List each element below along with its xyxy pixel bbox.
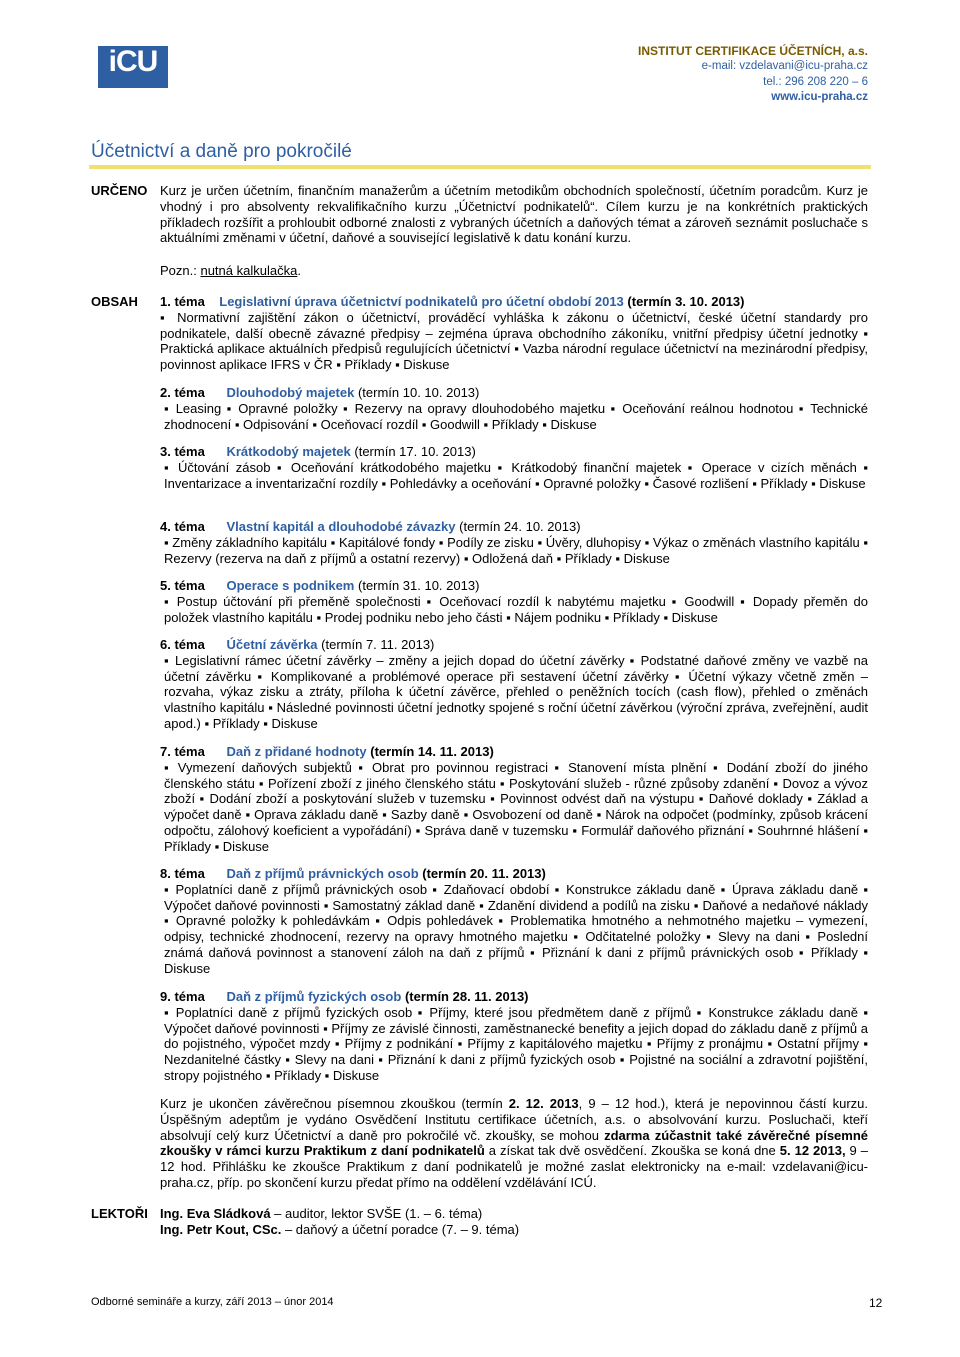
closing-text-2: , 9 – 12 hod.), která je nepovinnou částí kurzu. Úspěšným adeptům je vydáno Osvědčení Institutu certifikace účetních, a.s. o absolvování kurzu. Posluchači, kteří absolvují celý kurz Účetnictví a daně pro pokročilé vč. zkoušky, se mohou (160, 1096, 868, 1143)
topic-number: 6. téma (160, 637, 205, 652)
urceno-note (160, 263, 868, 279)
topic-date: (termín 3. 10. 2013) (627, 294, 745, 309)
closing-paragraph (160, 1096, 868, 1191)
topic-title: Daň z příjmů fyzických osob (226, 989, 402, 1004)
note-prefix: Pozn.: (160, 263, 201, 278)
header-phone: tel.: 296 208 220 – 6 (763, 75, 868, 88)
lecturer-2-name: Ing. Petr Kout, CSc. (160, 1222, 282, 1237)
topic-number: 1. téma (160, 294, 205, 309)
topic-number: 2. téma (160, 385, 205, 400)
topic-title: Operace s podnikem (226, 578, 355, 593)
topic-title: Dlouhodobý majetek (226, 385, 355, 400)
topic-5 (160, 578, 868, 625)
topic-3 (160, 444, 868, 491)
header-email[interactable]: e-mail: vzdelavani@icu-praha.cz (701, 60, 868, 73)
header-contact (638, 44, 868, 105)
lecturer-1 (160, 1206, 868, 1222)
lecturer-2-desc: – daňový a účetní poradce (7. – 9. téma) (281, 1222, 520, 1237)
topic-number: 3. téma (160, 444, 205, 459)
topic-number: 5. téma (160, 578, 205, 593)
topic-number: 7. téma (160, 744, 205, 759)
page-title: Účetnictví a daně pro pokročilé (91, 141, 352, 162)
topic-date: (termín 17. 10. 2013) (354, 444, 476, 459)
topic-date: (termín 14. 11. 2013) (370, 744, 494, 759)
header-web[interactable]: www.icu-praha.cz (771, 90, 868, 103)
topic-6 (160, 637, 868, 732)
topic-8 (160, 866, 868, 977)
topic-date: (termín 28. 11. 2013) (404, 989, 529, 1004)
topic-items: ▪ Poplatníci daně z příjmů fyzických osob ▪ Příjmy, které jsou předmětem daně z příjmů ▪ Konstrukce základu daně ▪ Výpočet daňové povinnosti ▪ Příjmy ze závislé činnosti, zaměstnanecké benefity a jejich dopad do základu daně z příjmů a do pojistného, výpočet mzdy ▪ Příjmy z podnikání ▪ Příjmy z kapitálového majetku ▪ Příjmy z pronájmu ▪ Ostatní příjmy ▪ Nezdanitelné částky ▪ Slevy na dani ▪ Přiznání k dani z příjmů fyzických osob ▪ Pojistné na sociální a zdravotní pojištění, stropy pojistného ▪ Příklady ▪ Diskuse (164, 1004, 868, 1083)
closing-text-3: a získat tak dvě osvědčení. Zkouška se koná dne (484, 1143, 780, 1159)
topic-number: 4. téma (160, 519, 205, 534)
section-label-obsah: OBSAH (91, 294, 138, 309)
topic-items: ▪ Legislativní rámec účetní závěrky – změny a jejich dopad do účetní závěrky ▪ Podstatné daňové změny ve vazbě na účetní závěrku ▪ Komplikované a problémové operace při sestavení účetní závěrky ▪ Účetní výkazy včetně změn – rozvaha, výkaz zisku a ztráty, příloha k účetní závěrce, přehled o peněžních tocích (cash flow), přehled o změnách vlastního kapitálu ▪ Následné povinnosti účetní jednotky spojené s roční účetní závěrkou (výroční zpráva, zveřejnění, audit apod.) ▪ Příklady ▪ Diskuse (164, 652, 868, 731)
urceno-text: Kurz je určen účetním, finančním manažerům a účetním metodikům obchodních společností, účetním poradcům. Kurz je vhodný i pro absolventy rekvalifikačního kurzu „Účetnictví podnikatelů“. Cílem kurzu je na konkrétních praktických příkladech rozšířit a prohloubit odborné znalosti z vybraných účetních a daňových témat a zároveň seznámit posluchače s aktuálními změnami v účetní, daňové a související legislativě k datu konání kurzu. (160, 183, 868, 246)
closing-exam-date: 2. 12. 2013 (508, 1096, 579, 1111)
topic-items: ▪ Normativní zajištění zákon o účetnictví, prováděcí vyhláška k zákonu o účetnictví, české účetní standardy pro podnikatele, další obecně závazné předpisy – zejména úprava obchodního zákoníku, vnitřní předpisy účetní jednotky ▪ Praktická aplikace aktuálních předpisů regulujících účetnictví ▪ Vazba národní regulace účetnictví na mezinárodní předpisy, povinnost aplikace IFRS v ČR ▪ Příklady ▪ Diskuse (160, 309, 868, 373)
closing-praktikum-date: 5. 12 2013, (779, 1143, 846, 1159)
note-calculator: nutná kalkulačka (200, 263, 298, 278)
section-label-lektori: LEKTOŘI (91, 1206, 148, 1221)
topic-number: 9. téma (160, 989, 205, 1004)
topic-items: ▪ Postup účtování při přeměně společnosti ▪ Oceňovací rozdíl k nabytému majetku ▪ Goodwill ▪ Dopady přeměn do položek vlastního kapitálu ▪ Prodej podniku nebo jeho části ▪ Nájem podniku ▪ Příklady ▪ Diskuse (164, 593, 868, 625)
topic-4 (160, 519, 868, 566)
footer-text: Odborné semináře a kurzy, září 2013 – únor 2014 (91, 1296, 334, 1308)
page-number: 12 (869, 1296, 883, 1310)
topic-items: ▪ Účtování zásob ▪ Oceňování krátkodobého majetku ▪ Krátkodobý finanční majetek ▪ Operace v cizích měnách ▪ Inventarizace a inventarizační rozdíly ▪ Pohledávky a oceňování ▪ Opravné položky ▪ Časové rozlišení ▪ Příklady ▪ Diskuse (164, 459, 868, 491)
topic-9 (160, 989, 868, 1084)
topic-items: ▪ Vymezení daňových subjektů ▪ Obrat pro povinnou registraci ▪ Stanovení místa plnění ▪ Dodání zboží do jiného členského státu ▪ Pořízení zboží z jiného členského státu ▪ Poskytování služeb - různé způsoby zdanění ▪ Dovoz a vývoz zboží ▪ Dodání zboží a poskytování služeb v tuzemsku ▪ Povinnost odvést daň na výstupu ▪ Daňové doklady ▪ Základ a výpočet daně ▪ Oprava základu daně ▪ Sazby daně ▪ Osvobození od daně ▪ Nárok na odpočet (podmínky, způsob krácení odpočtu, zálohový koeficient a vypořádání) ▪ Správa daně v tuzemsku ▪ Formulář daňového přiznání ▪ Souhrnné hlášení ▪ Příklady ▪ Diskuse (164, 759, 868, 854)
logo-text: iCU (108, 45, 158, 78)
topic-1 (160, 294, 868, 373)
topic-title: Krátkodobý majetek (226, 444, 351, 459)
topic-date: (termín 7. 11. 2013) (321, 637, 435, 652)
topic-title: Vlastní kapitál a dlouhodobé závazky (226, 519, 456, 534)
topic-title: Daň z příjmů právnických osob (226, 866, 419, 881)
title-bar (89, 141, 871, 169)
topic-items: ▪ Leasing ▪ Opravné položky ▪ Rezervy na opravy dlouhodobého majetku ▪ Oceňování reálnou hodnotou ▪ Technické zhodnocení ▪ Odpisování ▪ Oceňovací rozdíl ▪ Goodwill ▪ Příklady ▪ Diskuse (164, 400, 868, 432)
topic-items: ▪ Změny základního kapitálu ▪ Kapitálové fondy ▪ Podíly ze zisku ▪ Úvěry, dluhopisy ▪ Výkaz o změnách vlastního kapitálu ▪ Rezervy (rezerva na daň z příjmů a ostatní rezervy) ▪ Odložená daň ▪ Příklady ▪ Diskuse (164, 534, 868, 566)
topic-date: (termín 20. 11. 2013) (422, 866, 546, 881)
topic-date: (termín 24. 10. 2013) (459, 519, 581, 534)
topic-items: ▪ Poplatníci daně z příjmů právnických osob ▪ Zdaňovací období ▪ Konstrukce základu daně ▪ Úprava základu daně ▪ Výpočet daňové povinnosti ▪ Samostatný základ daně ▪ Zdanění dividend a podílů na zisku ▪ Daňové a nedaňové náklady ▪ Opravné položky k pohledávkám ▪ Odpis pohledávek ▪ Problematika hmotného a nehmotného majetku – vymezení, odpisy, technické zhodnocení, rezervy na opravy hmotného majetku ▪ Odčitatelné položky ▪ Slevy na dani ▪ Poslední známá daňová povinnost a stanovení záloh na daň z příjmů ▪ Přiznání k dani z příjmů právnických osob ▪ Příklady ▪ Diskuse (164, 881, 868, 976)
note-suffix: . (297, 263, 301, 278)
topic-title: Účetní závěrka (226, 637, 318, 652)
closing-bold-offer: zdarma zúčastnit také závěrečné písemné zkoušky v rámci kurzu Praktikum z daní podnikatelů (160, 1127, 869, 1159)
lecturer-1-desc: – auditor, lektor SVŠE (1. – 6. téma) (270, 1206, 483, 1221)
lecturer-2 (160, 1222, 868, 1238)
topic-title: Legislativní úprava účetnictví podnikatelů pro účetní období 2013 (219, 294, 624, 309)
closing-text-4: 9 – 12 hod. Přihlášku ke zkoušce Praktikum z daní podnikatelů je možné zaslat elektronicky na e-mail: vzdelavani@icu-praha.cz, příp. po skončení kurzu předat přímo na oddělení vzdělávání ICÚ. (160, 1143, 869, 1190)
section-label-urceno: URČENO (91, 183, 148, 198)
topic-date: (termín 31. 10. 2013) (358, 578, 480, 593)
topic-7 (160, 744, 868, 855)
institute-name: INSTITUT CERTIFIKACE ÚČETNÍCH, a.s. (637, 44, 868, 58)
lecturer-1-name: Ing. Eva Sládková (160, 1206, 271, 1221)
icu-logo (98, 46, 168, 88)
topic-number: 8. téma (160, 866, 205, 881)
closing-text-1: Kurz je ukončen závěrečnou písemnou zkouškou (termín (160, 1096, 509, 1111)
topic-title: Daň z přidané hodnoty (226, 744, 367, 759)
topic-date: (termín 10. 10. 2013) (357, 385, 480, 400)
topic-2 (160, 385, 868, 432)
